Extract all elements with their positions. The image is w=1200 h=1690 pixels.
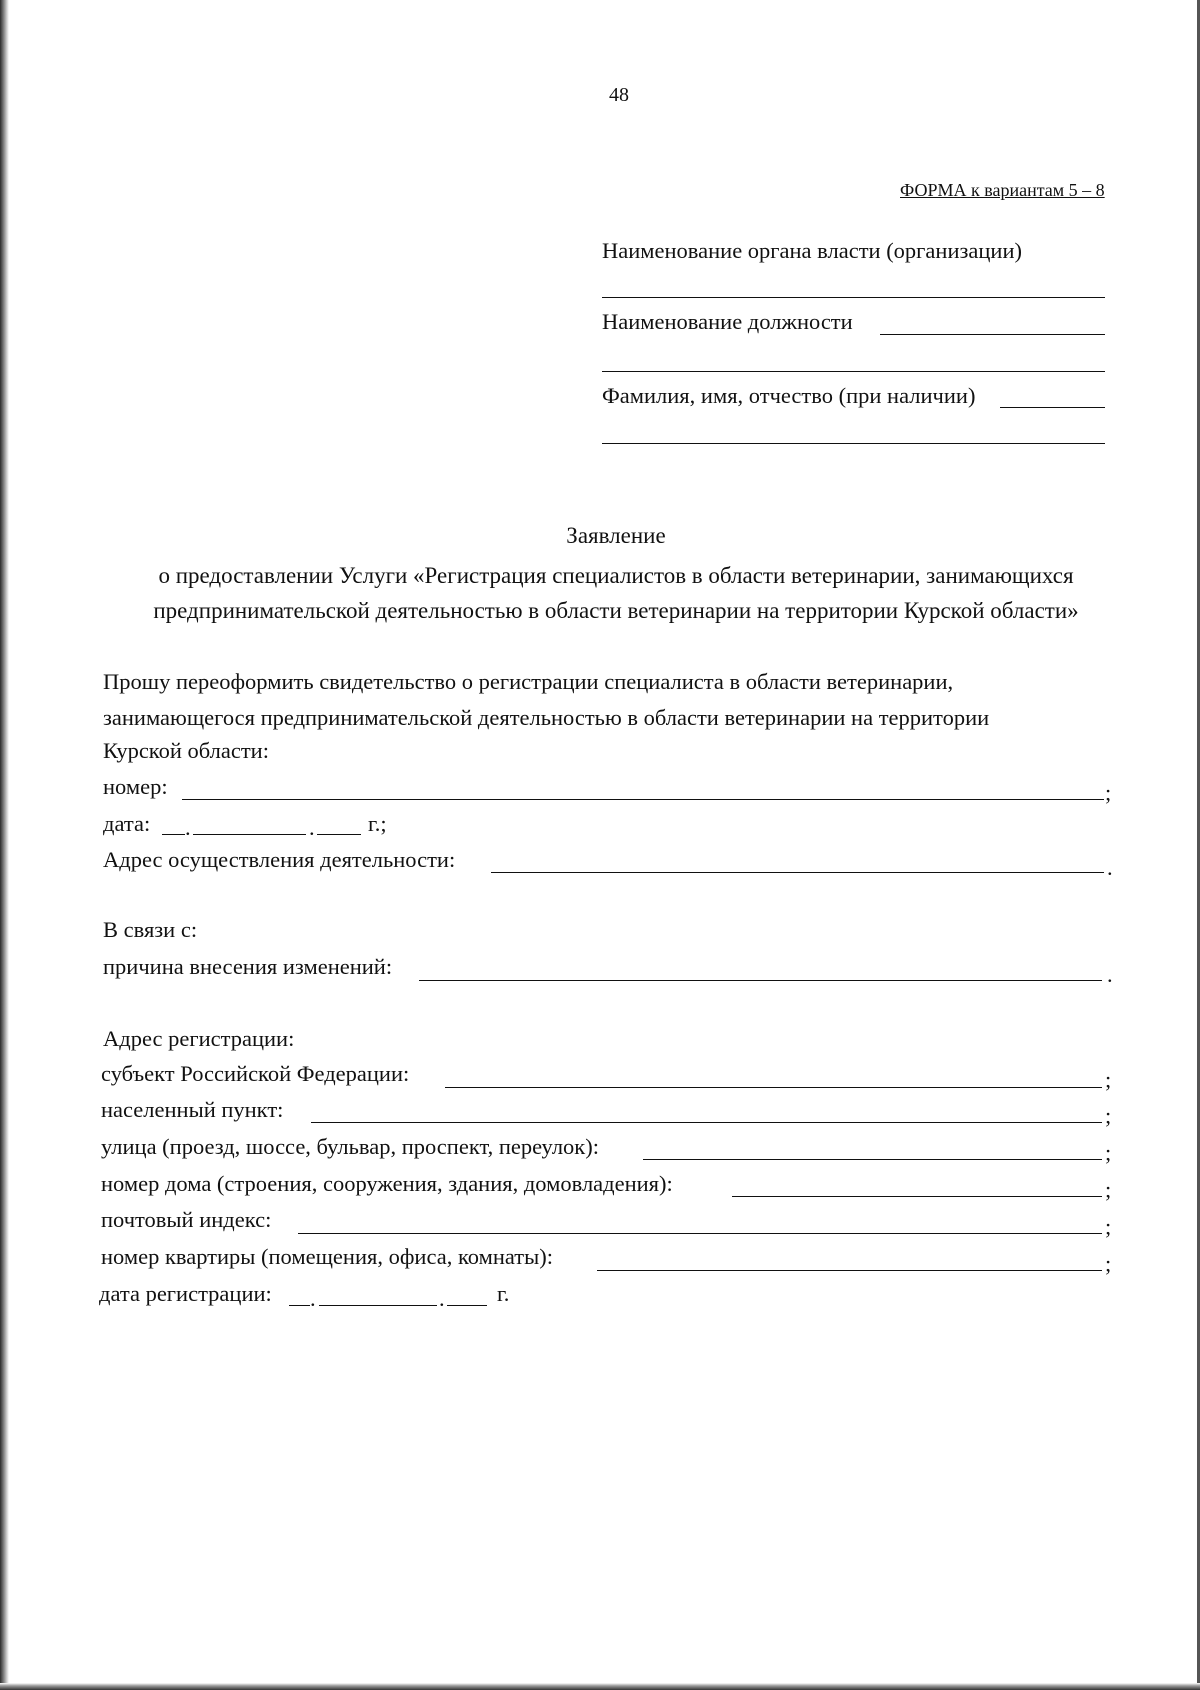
subject-semicolon: ;	[1105, 1067, 1112, 1092]
date-day-field[interactable]	[162, 834, 185, 835]
reg-date-label: дата регистрации:	[99, 1281, 272, 1306]
registration-heading: Адрес регистрации:	[103, 1026, 295, 1051]
request-line-1: Прошу переоформить свидетельство о регистрации специалиста в области ветеринарии,	[103, 669, 954, 694]
authority-line[interactable]	[602, 297, 1105, 298]
postal-label: почтовый индекс:	[101, 1207, 272, 1232]
change-reason-field[interactable]	[419, 980, 1102, 981]
date-dot-1: .	[185, 815, 191, 840]
form-label: ФОРМА к вариантам 5 – 8	[900, 180, 1105, 200]
date-year-field[interactable]	[317, 834, 361, 835]
full-name-inline-line[interactable]	[1000, 407, 1105, 408]
reg-date-dot-1: .	[310, 1286, 316, 1311]
request-line-3: Курской области:	[103, 738, 269, 763]
activity-address-field[interactable]	[491, 872, 1104, 873]
date-label: дата:	[103, 811, 151, 836]
in-connection-label: В связи с:	[103, 917, 198, 942]
house-label: номер дома (строения, сооружения, здания, домовладения):	[101, 1171, 673, 1196]
locality-field[interactable]	[311, 1122, 1102, 1123]
reg-date-dot-2: .	[439, 1286, 445, 1311]
activity-address-period: .	[1107, 855, 1113, 880]
number-field[interactable]	[182, 799, 1104, 800]
subject-field[interactable]	[445, 1087, 1102, 1088]
postal-field[interactable]	[298, 1233, 1102, 1234]
full-name-line[interactable]	[602, 443, 1105, 444]
scan-edge-bottom	[0, 1683, 1200, 1690]
date-month-field[interactable]	[193, 834, 306, 835]
position-line[interactable]	[602, 371, 1105, 372]
street-semicolon: ;	[1105, 1140, 1112, 1165]
change-reason-label: причина внесения изменений:	[103, 954, 393, 979]
position-inline-line[interactable]	[880, 334, 1105, 335]
reg-date-month-field[interactable]	[319, 1305, 437, 1306]
change-reason-period: .	[1107, 962, 1113, 987]
subtitle-line-2: предпринимательской деятельностью в области ветеринарии на территории Курской области»	[153, 598, 1079, 623]
apartment-field[interactable]	[597, 1270, 1102, 1271]
reg-date-day-field[interactable]	[289, 1305, 310, 1306]
position-label: Наименование должности	[602, 309, 853, 334]
scan-edge-left	[0, 0, 9, 1690]
reg-date-year-field[interactable]	[447, 1305, 487, 1306]
street-label: улица (проезд, шоссе, бульвар, проспект, переулок):	[101, 1134, 599, 1159]
postal-semicolon: ;	[1105, 1214, 1112, 1239]
street-field[interactable]	[643, 1159, 1102, 1160]
number-semicolon: ;	[1105, 780, 1112, 805]
house-field[interactable]	[732, 1196, 1102, 1197]
apartment-label: номер квартиры (помещения, офиса, комнаты):	[101, 1244, 553, 1269]
page-number: 48	[609, 84, 629, 106]
locality-semicolon: ;	[1105, 1103, 1112, 1128]
subject-label: субъект Российской Федерации:	[101, 1061, 410, 1086]
document-title: Заявление	[566, 523, 666, 548]
full-name-label: Фамилия, имя, отчество (при наличии)	[602, 383, 976, 408]
reg-date-year-suffix: г.	[497, 1281, 510, 1306]
date-dot-2: .	[309, 815, 315, 840]
authority-label: Наименование органа власти (организации)	[602, 238, 1022, 263]
date-year-suffix: г.;	[368, 811, 387, 836]
number-label: номер:	[103, 774, 168, 799]
locality-label: населенный пункт:	[101, 1097, 284, 1122]
request-line-2: занимающегося предпринимательской деятельностью в области ветеринарии на территории	[103, 705, 990, 730]
house-semicolon: ;	[1105, 1177, 1112, 1202]
apartment-semicolon: ;	[1105, 1251, 1112, 1276]
activity-address-label: Адрес осуществления деятельности:	[103, 847, 456, 872]
subtitle-line-1: о предоставлении Услуги «Регистрация специалистов в области ветеринарии, занимающихся	[158, 563, 1074, 588]
